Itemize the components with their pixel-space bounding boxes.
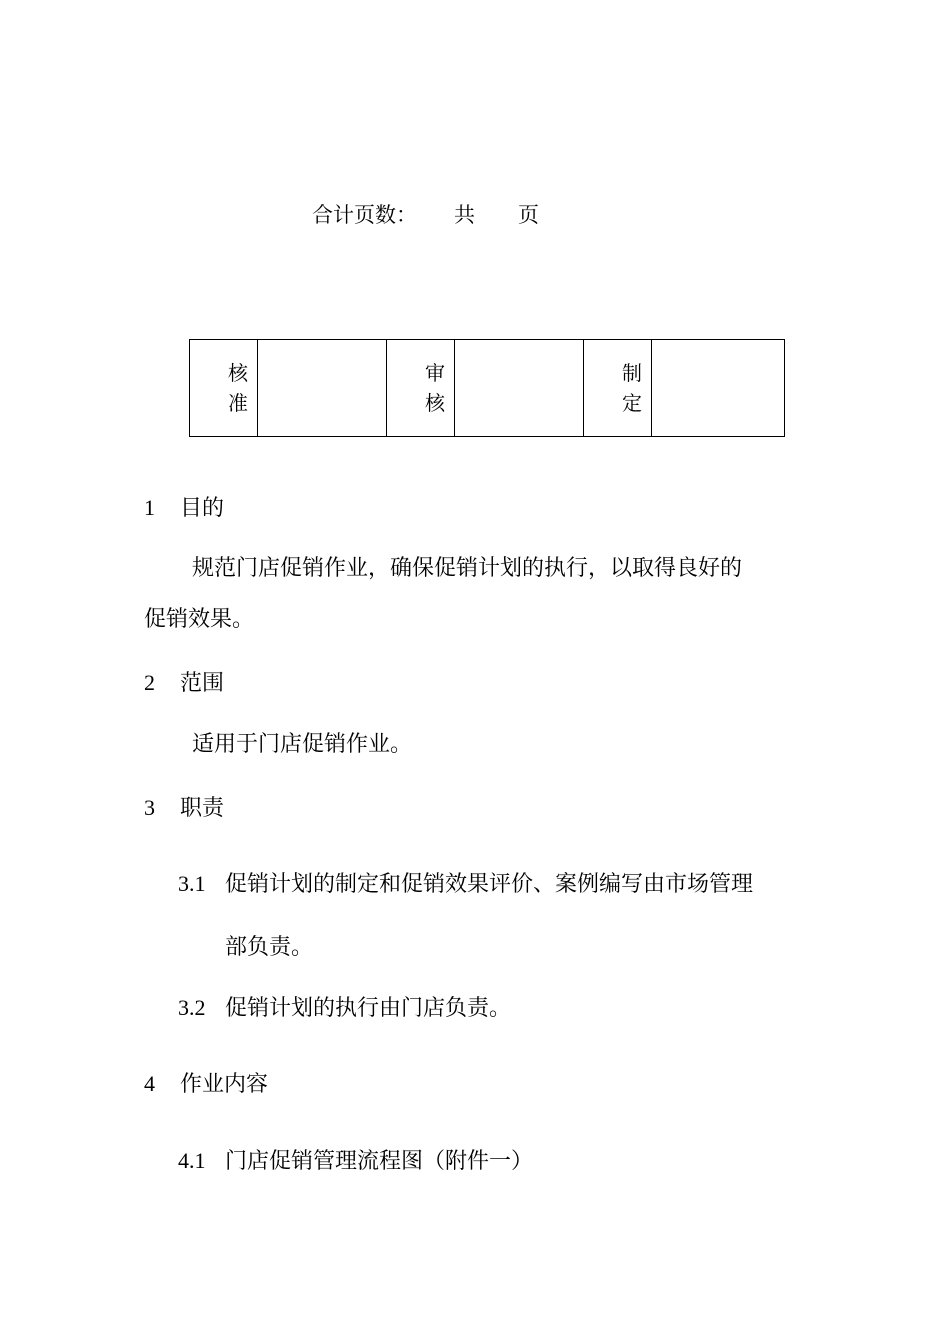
section-1-heading xyxy=(144,491,224,522)
section-4-1-number: 4.1 xyxy=(178,1148,206,1173)
section-3-1-line2: 部负责。 xyxy=(225,935,314,960)
section-3-2-text: 促销计划的执行由门店负责。 xyxy=(225,996,512,1021)
section-3-1-line1 xyxy=(178,867,753,898)
review-label-cell xyxy=(387,340,455,437)
review-value-cell[interactable] xyxy=(455,340,584,437)
section-3-1-number: 3.1 xyxy=(178,871,206,896)
approval-table xyxy=(189,339,785,437)
total-pages-label: 合计页数： xyxy=(312,203,417,227)
section-4-title: 作业内容 xyxy=(180,1072,269,1097)
section-1-body-line1: 规范门店促销作业，确保促销计划的执行，以取得良好的 xyxy=(192,556,743,581)
section-2-number: 2 xyxy=(144,670,155,695)
approve-label: 核准 xyxy=(228,361,248,415)
draft-label: 制定 xyxy=(622,361,642,415)
draft-value-cell[interactable] xyxy=(652,340,785,437)
section-3-2-number: 3.2 xyxy=(178,995,206,1020)
section-4-number: 4 xyxy=(144,1071,155,1096)
total-pages-ye: 页 xyxy=(518,203,539,227)
section-2-heading xyxy=(144,666,224,697)
section-3-title: 职责 xyxy=(180,796,225,821)
section-1-body-line2: 促销效果。 xyxy=(144,607,255,632)
section-3-1-text: 促销计划的制定和促销效果评价、案例编写由市场管理 xyxy=(225,872,754,897)
review-label: 审核 xyxy=(425,361,445,415)
total-pages-gong: 共 xyxy=(454,203,475,227)
section-2-body: 适用于门店促销作业。 xyxy=(192,732,413,757)
section-3-number: 3 xyxy=(144,795,155,820)
total-pages-line xyxy=(312,199,539,229)
section-4-1-text: 门店促销管理流程图（附件一） xyxy=(225,1149,534,1174)
approve-value-cell[interactable] xyxy=(258,340,387,437)
section-1-title: 目的 xyxy=(180,496,225,521)
section-3-2-line xyxy=(178,991,511,1022)
section-3-heading xyxy=(144,791,224,822)
draft-label-cell xyxy=(584,340,652,437)
approval-row xyxy=(190,340,785,437)
approve-label-cell xyxy=(190,340,258,437)
section-4-1-line xyxy=(178,1144,533,1175)
section-4-heading xyxy=(144,1067,268,1098)
section-1-number: 1 xyxy=(144,495,155,520)
section-2-title: 范围 xyxy=(180,671,225,696)
